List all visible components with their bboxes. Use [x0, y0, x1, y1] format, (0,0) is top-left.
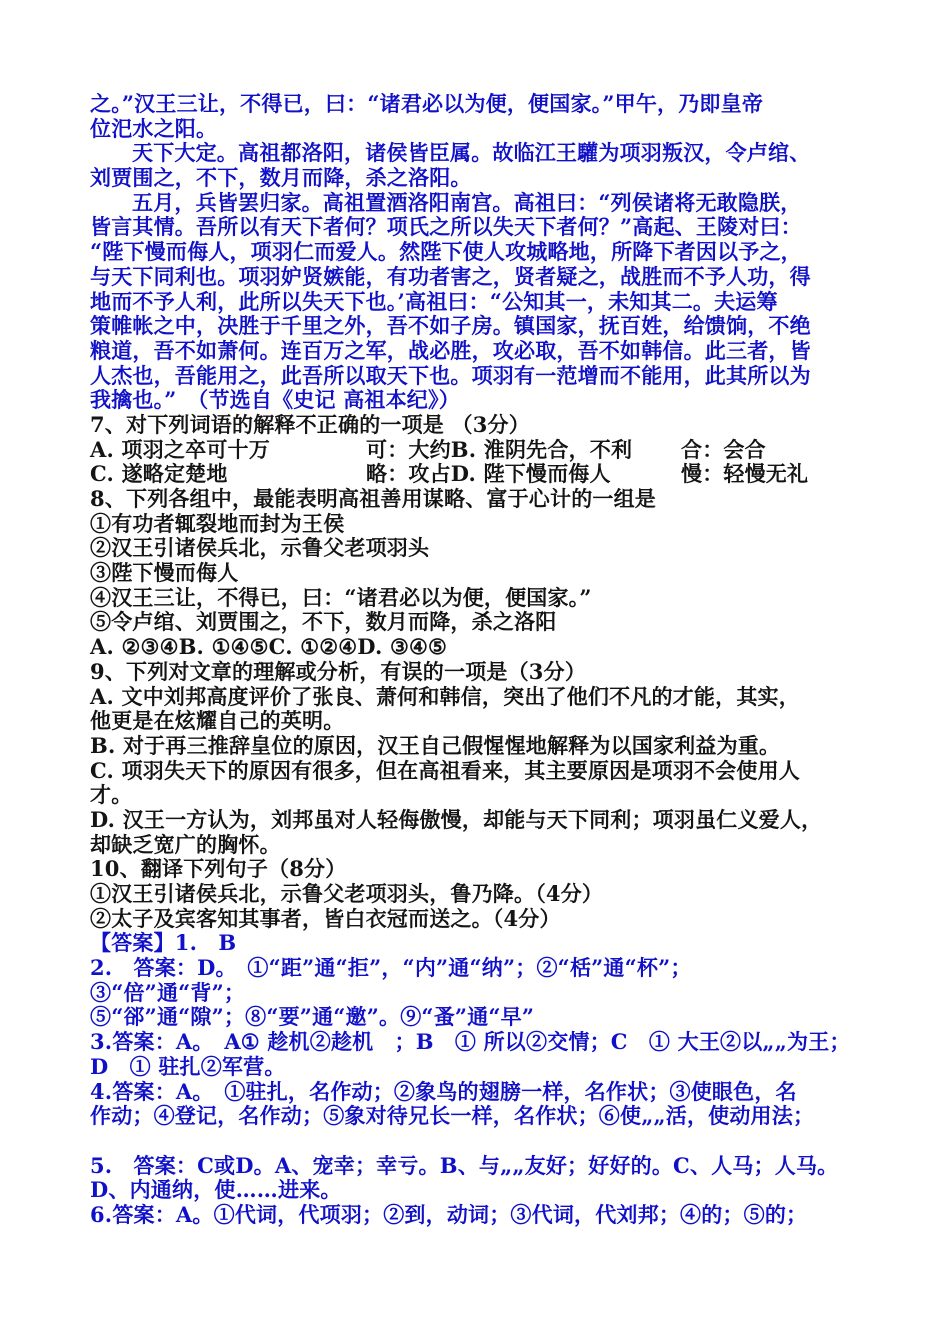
passage-line: 位汜水之阳。	[90, 115, 218, 141]
passage-line: 人杰也，吾能用之，此吾所以取天下也。项羽有一范增而不能用，此其所以为	[90, 362, 811, 388]
question-item: ②汉王引诸侯兵北，示鲁父老项羽头	[90, 535, 430, 561]
option-text: 可：大约B. 淮阴先合，不利	[366, 436, 633, 462]
option-text: 慢：轻慢无礼	[681, 461, 809, 487]
question-stem: 10、翻译下列句子（8分）	[90, 856, 347, 882]
passage	[90, 92, 870, 413]
question-line: A. 文中刘邦高度评价了张良、萧何和韩信，突出了他们不凡的才能，其实，	[90, 683, 800, 709]
answer-line: D ① 驻扎②军营。	[90, 1053, 286, 1079]
question-item: ③陛下慢而侮人	[90, 560, 239, 586]
question-line: 才。	[90, 782, 133, 808]
passage-line: 天下大定。高祖都洛阳，诸侯皆臣属。故临江王驩为项羽叛汉，令卢绾、	[132, 140, 811, 166]
passage-line: 地而不予人利，此所以失天下也。’高祖曰：“公知其一，未知其二。夫运筹	[90, 288, 778, 314]
question-item: ①有功者辄裂地而封为王侯	[90, 510, 345, 536]
option-text: C. 遂略定楚地	[90, 461, 228, 487]
question-item: ④汉王三让，不得已，曰：“诸君必以为便，便国家。”	[90, 584, 592, 610]
question-option-row	[90, 462, 870, 487]
passage-line: 皆言其情。吾所以有天下者何？项氏之所以失天下者何？”高起、王陵对曰：	[90, 214, 802, 240]
passage-source-line: 我擒也。” （节选自《史记 高祖本纪》）	[90, 387, 460, 413]
passage-line: 粮道，吾不如萧何。连百万之军，战必胜，攻必取，吾不如韩信。此三者，皆	[90, 337, 811, 363]
question-stem: 8、下列各组中，最能表明高祖善用谋略、富于心计的一组是	[90, 486, 657, 511]
question-option-row	[90, 438, 870, 463]
question-stem: 7、对下列词语的解释不正确的一项是 （3分）	[90, 411, 530, 437]
answer-line: 5. 答案：C或D。A、宠幸；幸亏。B、与„„友好；好好的。C、人马；人马。	[90, 1152, 839, 1178]
answer-line: 6.答案：A。①代词，代项羽；②到，动词；③代词，代刘邦；④的；⑤的；	[90, 1201, 808, 1227]
question-options: A. ②③④B. ①④⑤C. ①②④D. ③④⑤	[90, 634, 448, 660]
option-text: A. 项羽之卒可十万	[90, 436, 270, 462]
answer-line: ⑤“郤”通“隙”；⑧“要”通“邀”。⑨“蚤”通“早”	[90, 1004, 535, 1030]
answer-line: ③“倍”通“背”；	[90, 979, 246, 1005]
question-10	[90, 857, 870, 931]
option-text: 略：攻占D. 陛下慢而侮人	[366, 461, 611, 487]
passage-line: 刘贾围之，不下，数月而降，杀之洛阳。	[90, 165, 472, 191]
question-stem: 9、下列对文章的理解或分析，有误的一项是（3分）	[90, 658, 587, 684]
blank-line	[90, 1129, 870, 1154]
answer-line: D、内通纳，使……进来。	[90, 1177, 342, 1203]
question-item: ⑤令卢绾、刘贾围之，不下，数月而降，杀之洛阳	[90, 609, 557, 635]
option-text: 合：会合	[681, 436, 766, 462]
passage-line: 与天下同利也。项羽妒贤嫉能，有功者害之，贤者疑之，战胜而不予人功，得	[90, 263, 811, 289]
passage-line: 五月，兵皆罢归家。高祖置酒洛阳南宫。高祖曰：“列侯诸将无敢隐朕，	[132, 189, 802, 215]
question-line: D. 汉王一方认为，刘邦虽对人轻侮傲慢，却能与天下同利；项羽虽仁义爱人，	[90, 806, 823, 832]
answer-line: 4.答案：A。 ①驻扎，名作动；②象鸟的翅膀一样，名作状；③使眼色，名	[90, 1078, 797, 1104]
document-page	[90, 92, 870, 1228]
passage-line: 之。”汉王三让，不得已，曰：“诸君必以为便，便国家。”甲午，乃即皇帝	[90, 91, 764, 116]
question-line: ①汉王引诸侯兵北，示鲁父老项羽头，鲁乃降。（4分）	[90, 881, 604, 906]
question-8	[90, 487, 870, 660]
question-7	[90, 413, 870, 487]
question-line: ②太子及宾客知其事者，皆白衣冠而送之。（4分）	[90, 905, 561, 931]
answer-key	[90, 931, 870, 1227]
question-line: B. 对于再三推辞皇位的原因，汉王自己假惺惺地解释为以国家利益为重。	[90, 732, 781, 758]
passage-line: “陛下慢而侮人，项羽仁而爱人。然陛下使人攻城略地，所降下者因以予之，	[90, 239, 802, 265]
answer-line: 【答案】1. B	[90, 930, 237, 956]
answer-line: 3.答案：A。 A① 趁机②趁机 ；B ① 所以②交情；C ① 大王②以„„为王；	[90, 1029, 851, 1055]
question-9	[90, 660, 870, 858]
question-line: C. 项羽失天下的原因有很多，但在高祖看来，其主要原因是项羽不会使用人	[90, 757, 800, 783]
question-line: 却缺乏宽广的胸怀。	[90, 831, 281, 857]
question-line: 他更是在炫耀自己的英明。	[90, 708, 345, 734]
answer-line: 2. 答案：D。 ①“距”通“拒”，“内”通“纳”；②“栝”通“杯”；	[90, 955, 692, 981]
passage-line: 策帷帐之中，决胜于千里之外，吾不如子房。镇国家，抚百姓，给馈饷，不绝	[90, 313, 811, 339]
answer-line: 作动；④登记，名作动；⑤象对待兄长一样，名作状；⑥使„„活，使动用法；	[90, 1103, 815, 1129]
